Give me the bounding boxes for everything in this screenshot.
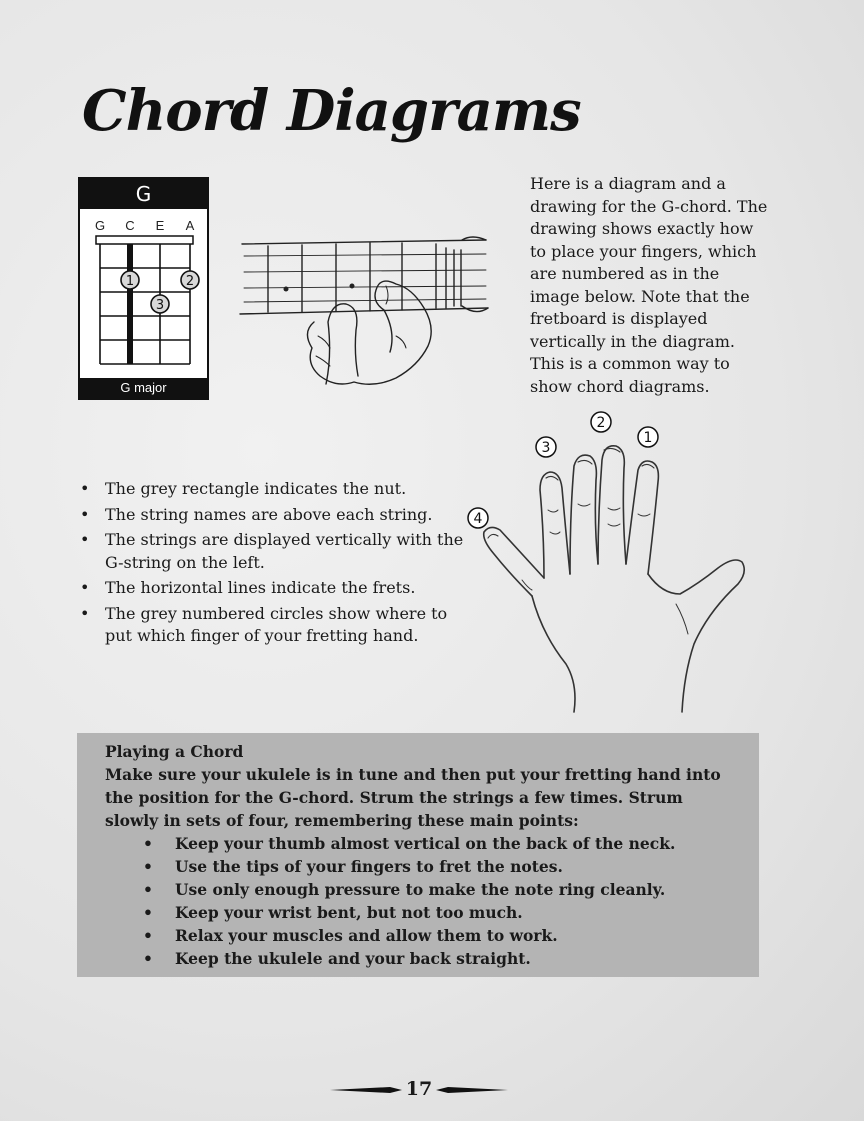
page-title: Chord Diagrams (82, 78, 581, 144)
list-item: • The strings are displayed vertically with the G-string on the left. (78, 529, 468, 574)
list-item: • Keep your thumb almost vertical on the back of the neck. (105, 832, 731, 855)
finger-dot-2 (181, 271, 199, 289)
fretboard-hand-drawing (236, 236, 498, 394)
svg-text:4: 4 (473, 511, 483, 527)
bullet-list (78, 478, 468, 651)
playing-chord-box (77, 733, 759, 977)
svg-text:3: 3 (541, 440, 551, 456)
list-item: • The grey numbered circles show where to put which finger of your fretting hand. (78, 603, 468, 648)
page-number: 17 (405, 1078, 433, 1100)
hand-drawing (462, 404, 754, 714)
list-item: • Keep the ukulele and your back straight. (105, 947, 731, 970)
chord-grid (80, 209, 207, 380)
svg-text:2: 2 (185, 274, 195, 289)
list-item: • Use only enough pressure to make the note ring cleanly. (105, 878, 731, 901)
hand-finger-label-2 (591, 412, 611, 432)
hand-finger-label-1 (638, 427, 658, 447)
list-item: • Keep your wrist bent, but not too much. (105, 901, 731, 924)
finger-dot-3 (151, 295, 169, 313)
chord-diagram (78, 177, 209, 400)
svg-text:3: 3 (155, 298, 165, 313)
intro-text: Here is a diagram and a drawing for the G-chord. The drawing shows exactly how to place your fingers, which are numbered as in the image below. Note that the fretboard is displayed vertically in the diagram. This is a common way to show chord diagrams. (530, 174, 768, 396)
string-label-g: G (94, 218, 106, 233)
chord-name: G (80, 179, 207, 209)
points-list (105, 832, 731, 970)
finger-dot-1 (121, 271, 139, 289)
box-title: Playing a Chord (105, 742, 244, 761)
svg-text:1: 1 (643, 430, 653, 446)
chord-caption: G major (80, 378, 207, 398)
list-item: • The string names are above each string. (78, 504, 468, 527)
page-footer (330, 1076, 508, 1104)
hand-finger-label-4 (468, 508, 488, 528)
svg-text:1: 1 (125, 274, 135, 289)
list-item: • Use the tips of your fingers to fret the notes. (105, 855, 731, 878)
hand-finger-label-3 (536, 437, 556, 457)
list-item: • Relax your muscles and allow them to work. (105, 924, 731, 947)
box-intro: Make sure your ukulele is in tune and then put your fretting hand into the position for the G-chord. Strum the strings a few times. Strum slowly in sets of four, remembering these main points: (105, 765, 721, 830)
string-label-e: E (155, 218, 165, 233)
string-label-c: C (125, 218, 135, 233)
string-label-a: A (185, 218, 195, 233)
list-item: • The grey rectangle indicates the nut. (78, 478, 468, 501)
nut (96, 236, 193, 244)
svg-text:2: 2 (596, 415, 606, 431)
list-item: • The horizontal lines indicate the frets. (78, 577, 468, 600)
